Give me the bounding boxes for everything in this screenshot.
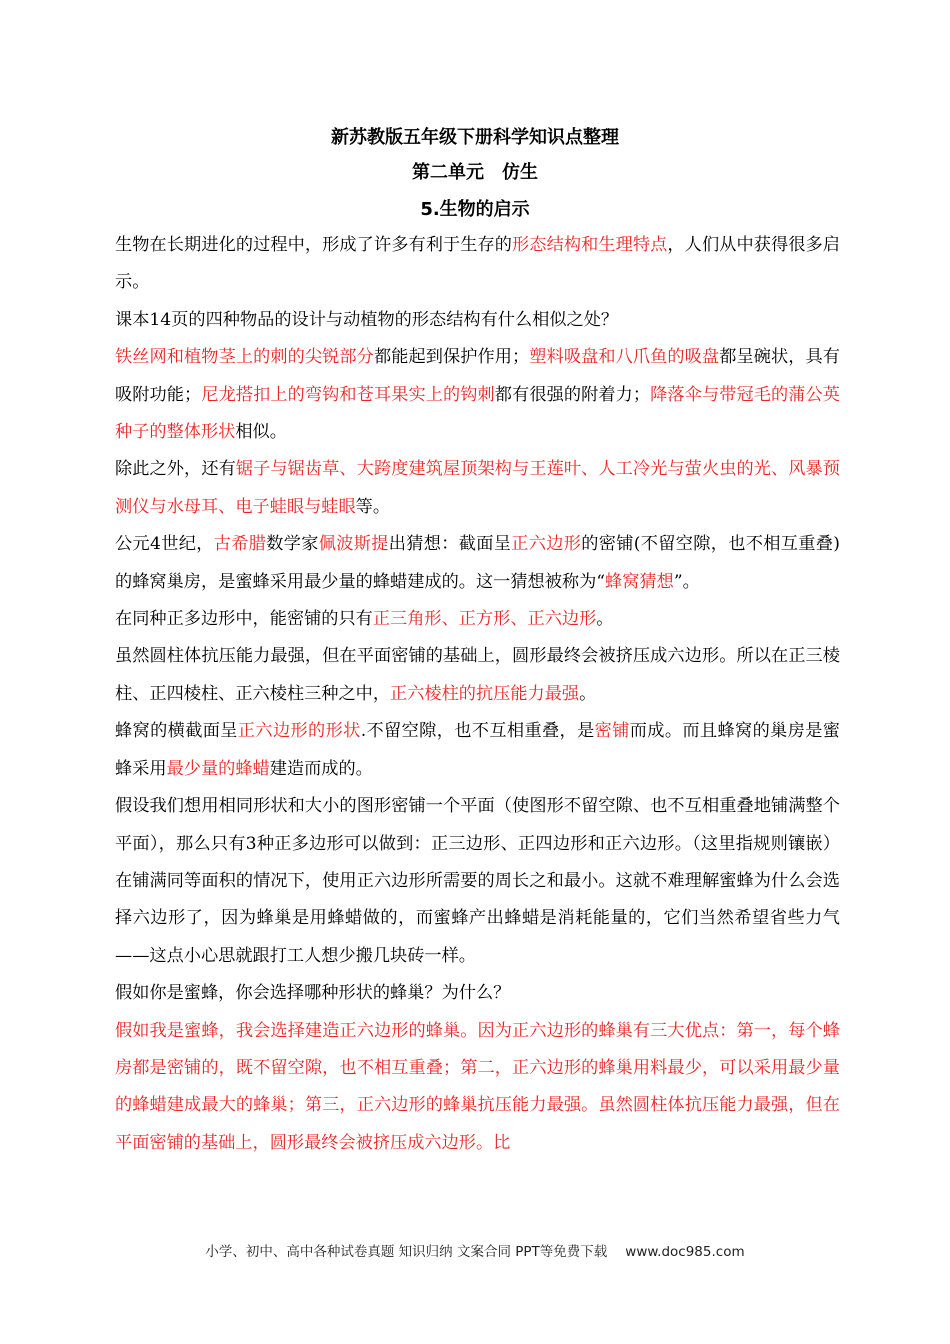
text-run: 而成。而且蜂窝的巢房是蜜蜂采用 <box>115 721 840 779</box>
paragraph <box>115 713 840 788</box>
highlighted-text: 密铺 <box>594 721 630 742</box>
text-run: 在同种正多边形中，能密铺的只有 <box>115 609 373 630</box>
text-run: 课本14页的四种物品的设计与动植物的形态结构有什么相似之处？ <box>115 309 619 330</box>
text-run: ”。 <box>673 571 700 592</box>
paragraph <box>115 1013 840 1163</box>
text-run: 建造而成的。 <box>269 758 373 779</box>
unit-heading: 第二单元 仿生 <box>412 162 538 183</box>
text-run: 蜂窝的横截面呈 <box>115 721 238 742</box>
text-run: 等。 <box>355 496 391 517</box>
text-run: 都能起到保护作用； <box>373 347 530 368</box>
paragraph <box>115 788 840 975</box>
page-footer <box>0 1242 950 1262</box>
highlighted-text: 正六边形 <box>511 534 582 555</box>
highlighted-text: 降落伞与带冠毛的蒲公英种子的整体形状 <box>115 384 840 443</box>
footer-text: 小学、初中、高中各种试卷真题 知识归纳 文案合同 PPT等免费下载 <box>205 1244 608 1260</box>
paragraph <box>115 227 840 302</box>
paragraph <box>115 638 840 713</box>
highlighted-text: 正六棱柱的抗压能力最强 <box>390 683 580 704</box>
text-run: 。 <box>579 683 597 704</box>
lesson-heading: 5.生物的启示 <box>420 199 530 220</box>
highlighted-text: 塑料吸盘和八爪鱼的吸盘 <box>529 347 720 368</box>
paragraph <box>115 601 840 638</box>
text-run: 假如你是蜜蜂，你会选择哪种形状的蜂巢？为什么？ <box>115 983 511 1004</box>
highlighted-text: 正三角形、正方形、正六边形 <box>372 609 597 630</box>
text-run: 都呈碗状，具有吸附功能； <box>115 347 840 405</box>
text-run: 的密铺(不留空隙，也不相互重叠)的蜂窝巢房，是蜜蜂采用最少量的蜂蜡建成的。这一猜想被称为“ <box>115 534 840 592</box>
paragraph <box>115 975 840 1012</box>
text-run: 。 <box>596 609 614 630</box>
highlighted-text: 正六边形的形状 <box>237 721 361 742</box>
highlighted-text: 形态结构和生理特点 <box>512 235 668 255</box>
paragraph <box>115 302 840 339</box>
text-run: 出猜想：截面呈 <box>388 534 512 555</box>
text-run: 除此之外，还有 <box>115 459 236 480</box>
paragraph <box>115 339 840 451</box>
document-title: 新苏教版五年级下册科学知识点整理 <box>331 127 619 148</box>
text-run: 假设我们想用相同形状和大小的图形密铺一个平面（使图形不留空隙、也不互相重叠地铺满整个平面），那么只有3种正多边形可以做到：正三边形、正四边形和正六边形。（这里指规则镶嵌）在铺满同等面积的情况下，使用正六边形所需要的周长之和最小。这就不难理解蜜蜂为什么会选择六边形了，因为蜂巢是用蜂蜡做的，而蜜蜂产出蜂蜡是消耗能量的，它们当然希望省些力气——这点小心思就跟打工人想少搬几块砖一样。 <box>115 796 840 966</box>
text-run: 数学家 <box>266 534 319 555</box>
highlighted-text: 锯子与锯齿草、大跨度建筑屋顶架构与王莲叶、人工冷光与萤火虫的光、风暴预测仪与水母耳、电子蛙眼与蛙眼 <box>115 459 840 517</box>
paragraph <box>115 526 840 601</box>
highlighted-text: 假如我是蜜蜂，我会选择建造正六边形的蜂巢。因为正六边形的蜂巢有三大优点：第一，每个蜂房都是密铺的，既不留空隙，也不相互重叠；第二，正六边形的蜂巢用料最少，可以采用最少量的蜂蜡建成最大的蜂巢；第三，正六边形的蜂巢抗压能力最强。虽然圆柱体抗压能力最强，但在平面密铺的基础上，圆形最终会被挤压成六边形。比 <box>115 1020 840 1153</box>
highlighted-text: 尼龙搭扣上的弯钩和苍耳果实上的钩刺 <box>201 384 495 405</box>
footer-url[interactable]: www.doc985.com <box>625 1244 745 1260</box>
document-body <box>115 227 840 1162</box>
highlighted-text: 佩波斯提 <box>318 534 389 555</box>
highlighted-text: 古希腊 <box>213 534 267 555</box>
text-run: 生物在长期进化的过程中，形成了许多有利于生存的 <box>115 235 513 255</box>
text-run: 都有很强的附着力； <box>494 384 651 405</box>
text-run: 相似。 <box>235 422 287 443</box>
highlighted-text: 铁丝网和植物茎上的刺的尖锐部分 <box>115 347 374 368</box>
paragraph <box>115 451 840 526</box>
text-run: 公元4世纪， <box>115 534 214 555</box>
text-run: 虽然圆柱体抗压能力最强，但在平面密铺的基础上，圆形最终会被挤压成六边形。所以在正三棱柱、正四棱柱、正六棱柱三种之中， <box>115 646 840 704</box>
highlighted-text: 最少量的蜂蜡 <box>166 758 270 779</box>
text-run: ，人们从中获得很多启示。 <box>115 235 840 293</box>
text-run: .不留空隙，也不互相重叠，是 <box>360 721 595 742</box>
highlighted-text: 蜂窝猜想 <box>605 571 674 592</box>
